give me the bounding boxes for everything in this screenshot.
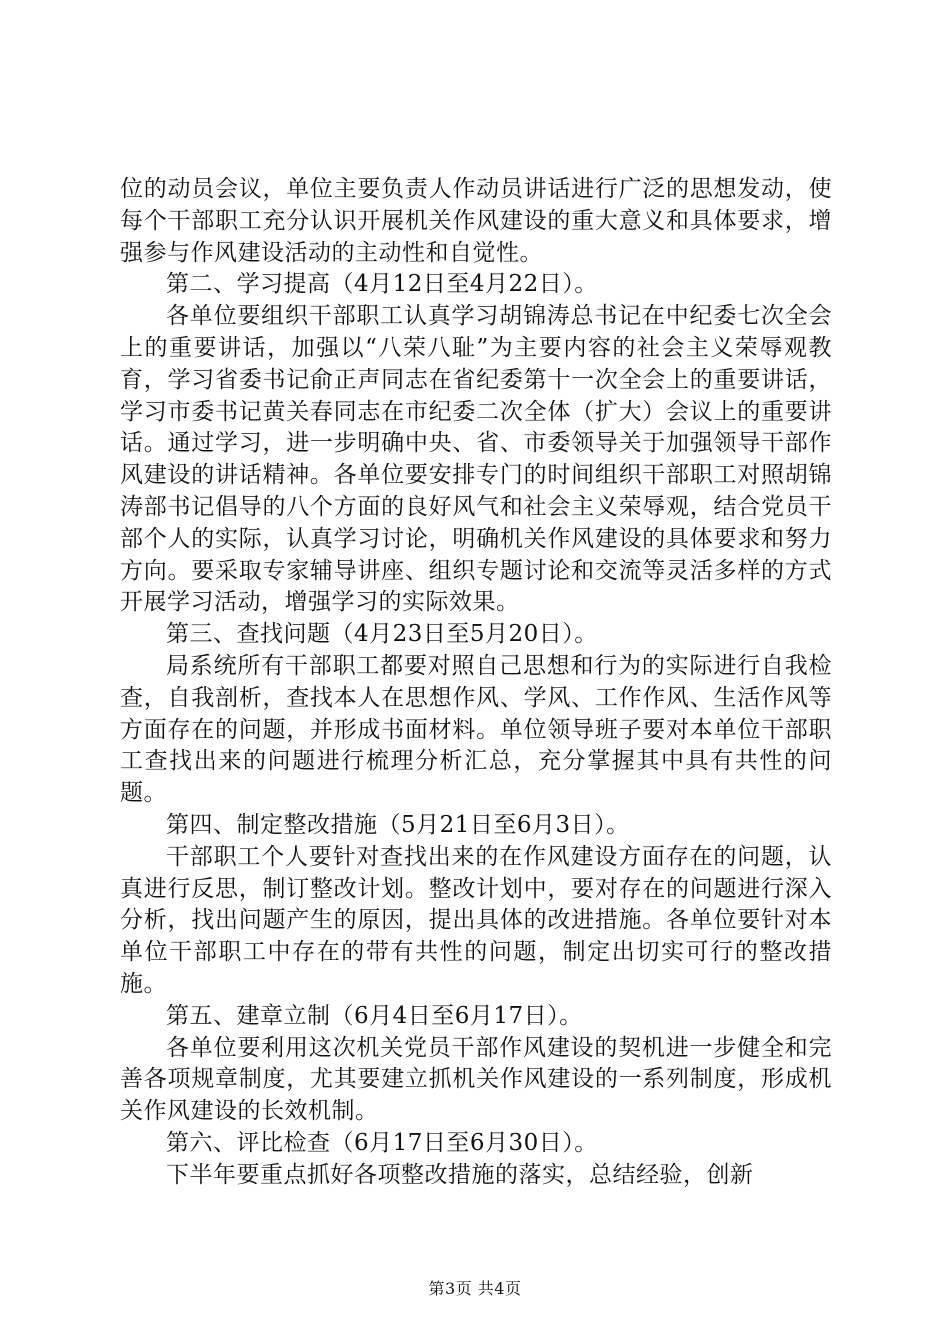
section-heading-evaluation: 第六、评比检查（6月17日至6月30日）。 (166, 1129, 598, 1156)
section-heading-study: 第二、学习提高（4月12日至4月22日）。 (166, 271, 598, 298)
document-body (120, 174, 832, 1192)
page-footer: 第3页 共4页 (428, 1279, 522, 1298)
section-heading-rectification: 第四、制定整改措施（5月21日至6月3日）。 (166, 811, 630, 838)
paragraph-rectification: 干部职工个人要针对查找出来的在作风建设方面存在的问题，认真进行反思，制订整改计划。整改计划中，要对存在的问题进行深入分析，找出问题产生的原因，提出具体的改进措施。各单位要针对本单位干部职工中存在的带有共性的问题，制定出切实可行的整改措施。 (120, 843, 832, 997)
paragraph-study: 各单位要组织干部职工认真学习胡锦涛总书记在中纪委七次全会上的重要讲话，加强以“八荣八耻”为主要内容的社会主义荣辱观教育，学习省委书记俞正声同志在省纪委第十一次全会上的重要讲话，学习市委书记黄关春同志在市纪委二次全体（扩大）会议上的重要讲话。通过学习，进一步明确中央、省、市委领导关于加强领导干部作风建设的讲话精神。各单位要安排专门的时间组织干部职工对照胡锦涛部书记倡导的八个方面的良好风气和社会主义荣辱观，结合党员干部个人的实际，认真学习讨论，明确机关作风建设的具体要求和努力方向。要采取专家辅导讲座、组织专题讨论和交流等灵活多样的方式开展学习活动，增强学习的实际效果。 (120, 303, 832, 616)
paragraph-find-problems: 局系统所有干部职工都要对照自己思想和行为的实际进行自我检查，自我剖析，查找本人在思想作风、学风、工作作风、生活作风等方面存在的问题，并形成书面材料。单位领导班子要对本单位干部职工查找出来的问题进行梳理分析汇总，充分掌握其中具有共性的问题。 (120, 652, 832, 807)
section-heading-find-problems: 第三、查找问题（4月23日至5月20日）。 (166, 621, 598, 648)
paragraph-evaluation: 下半年要重点抓好各项整改措施的落实，总结经验，创新 (166, 1161, 754, 1188)
paragraph-regulations: 各单位要利用这次机关党员干部作风建设的契机进一步健全和完善各项规章制度，尤其要建立抓机关作风建设的一系列制度，形成机关作风建设的长效机制。 (120, 1034, 832, 1125)
section-heading-regulations: 第五、建章立制（6月4日至6月17日）。 (166, 1002, 583, 1029)
paragraph-continuation: 位的动员会议，单位主要负责人作动员讲话进行广泛的思想发动，使每个干部职工充分认识开展机关作风建设的重大意义和具体要求，增强参与作风建设活动的主动性和自觉性。 (120, 176, 832, 266)
